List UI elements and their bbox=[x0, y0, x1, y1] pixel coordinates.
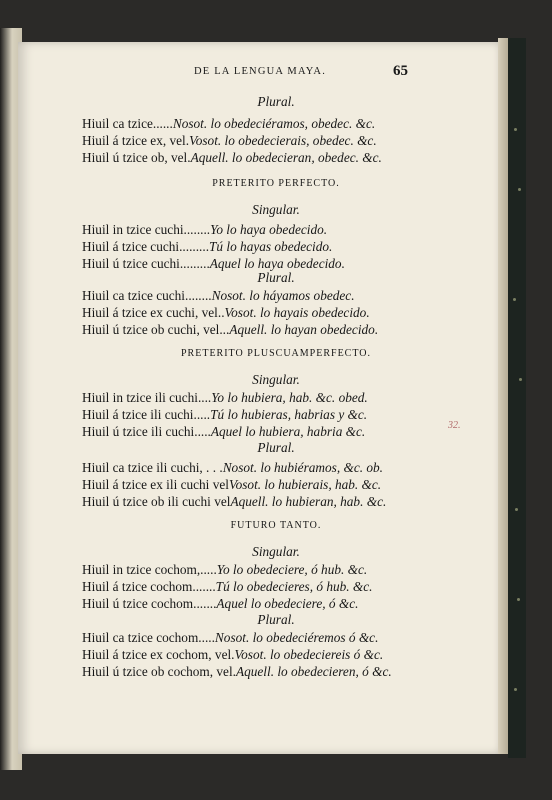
text-line: Hiuil á tzice ex ili cuchi velVosot. lo hubierais, hab. &c. bbox=[82, 477, 382, 492]
text-line: Hiuil ca tzice ili cuchi, . . .Nosot. lo hubiéramos, &c. ob. bbox=[82, 460, 383, 475]
cover-texture-icon bbox=[517, 598, 520, 601]
section-heading: FUTURO TANTO. bbox=[230, 520, 322, 531]
cover-texture-icon bbox=[514, 688, 517, 691]
book-cover-right bbox=[508, 38, 526, 758]
subheading-singular: Singular. bbox=[252, 202, 300, 217]
text-line: Hiuil ú tzice ili cuchi.....Aquel lo hubiera, habria &c. bbox=[82, 424, 366, 439]
text-line: Hiuil ú tzice ob cuchi, vel...Aquell. lo hayan obedecido. bbox=[82, 322, 379, 337]
text-line: Hiuil in tzice cochom,.....Yo lo obedeciere, ó hub. &c. bbox=[82, 562, 368, 577]
page-stack-edge bbox=[498, 38, 508, 754]
text-line: Hiuil á tzice ex cochom, vel.Vosot. lo obedeciereis ó &c. bbox=[82, 647, 384, 662]
text-line: Hiuil in tzice ili cuchi....Yo lo hubiera, hab. &c. obed. bbox=[82, 390, 368, 405]
text-line: Hiuil ú tzice ob cochom, vel.Aquell. lo obedecieren, ó &c. bbox=[82, 664, 392, 679]
text-line: Hiuil á tzice cochom.......Tú lo obedecieres, ó hub. &c. bbox=[82, 579, 373, 594]
text-line: Hiuil á tzice cuchi.........Tú lo hayas obedecido. bbox=[82, 239, 333, 254]
section-heading: PRETERITO PLUSCUAMPERFECTO. bbox=[181, 348, 371, 359]
cover-texture-icon bbox=[515, 508, 518, 511]
page-number: 65 bbox=[393, 63, 408, 79]
cover-texture-icon bbox=[514, 128, 517, 131]
text-line: Hiuil ú tzice ob ili cuchi velAquell. lo hubieran, hab. &c. bbox=[82, 494, 387, 509]
page-header bbox=[0, 63, 552, 82]
text-line: Hiuil ca tzice cuchi........Nosot. lo háyamos obedec. bbox=[82, 288, 355, 303]
subheading-plural: Plural. bbox=[257, 612, 295, 627]
cover-texture-icon bbox=[513, 298, 516, 301]
text-line: Hiuil á tzice ili cuchi.....Tú lo hubieras, habrias y &c. bbox=[82, 407, 368, 422]
subheading-plural: Plural. bbox=[257, 94, 295, 109]
text-line: Hiuil ú tzice cuchi.........Aquel lo haya obedecido. bbox=[82, 256, 345, 271]
subheading-plural: Plural. bbox=[257, 270, 295, 285]
running-head: DE LA LENGUA MAYA. bbox=[193, 66, 327, 77]
text-line: Hiuil ú tzice ob, vel.Aquell. lo obedecieran, obedec. &c. bbox=[82, 150, 382, 165]
text-line: Hiuil ca tzice cochom.....Nosot. lo obedeciéremos ó &c. bbox=[82, 630, 379, 645]
text-line: Hiuil in tzice cuchi........Yo lo haya obedecido. bbox=[82, 222, 328, 237]
subheading-plural: Plural. bbox=[257, 440, 295, 455]
section-heading: PRETERITO PERFECTO. bbox=[212, 178, 340, 189]
margin-note: 32. bbox=[448, 420, 461, 431]
subheading-singular: Singular. bbox=[252, 544, 300, 559]
text-line: Hiuil ú tzice cochom.......Aquel lo obedeciere, ó &c. bbox=[82, 596, 359, 611]
subheading-singular: Singular. bbox=[252, 372, 300, 387]
text-line: Hiuil á tzice ex, vel.Vosot. lo obedecierais, obedec. &c. bbox=[82, 133, 377, 148]
text-line: Hiuil ca tzice......Nosot. lo obedeciéramos, obedec. &c. bbox=[82, 116, 376, 131]
text-line: Hiuil á tzice ex cuchi, vel..Vosot. lo hayais obedecido. bbox=[82, 305, 370, 320]
